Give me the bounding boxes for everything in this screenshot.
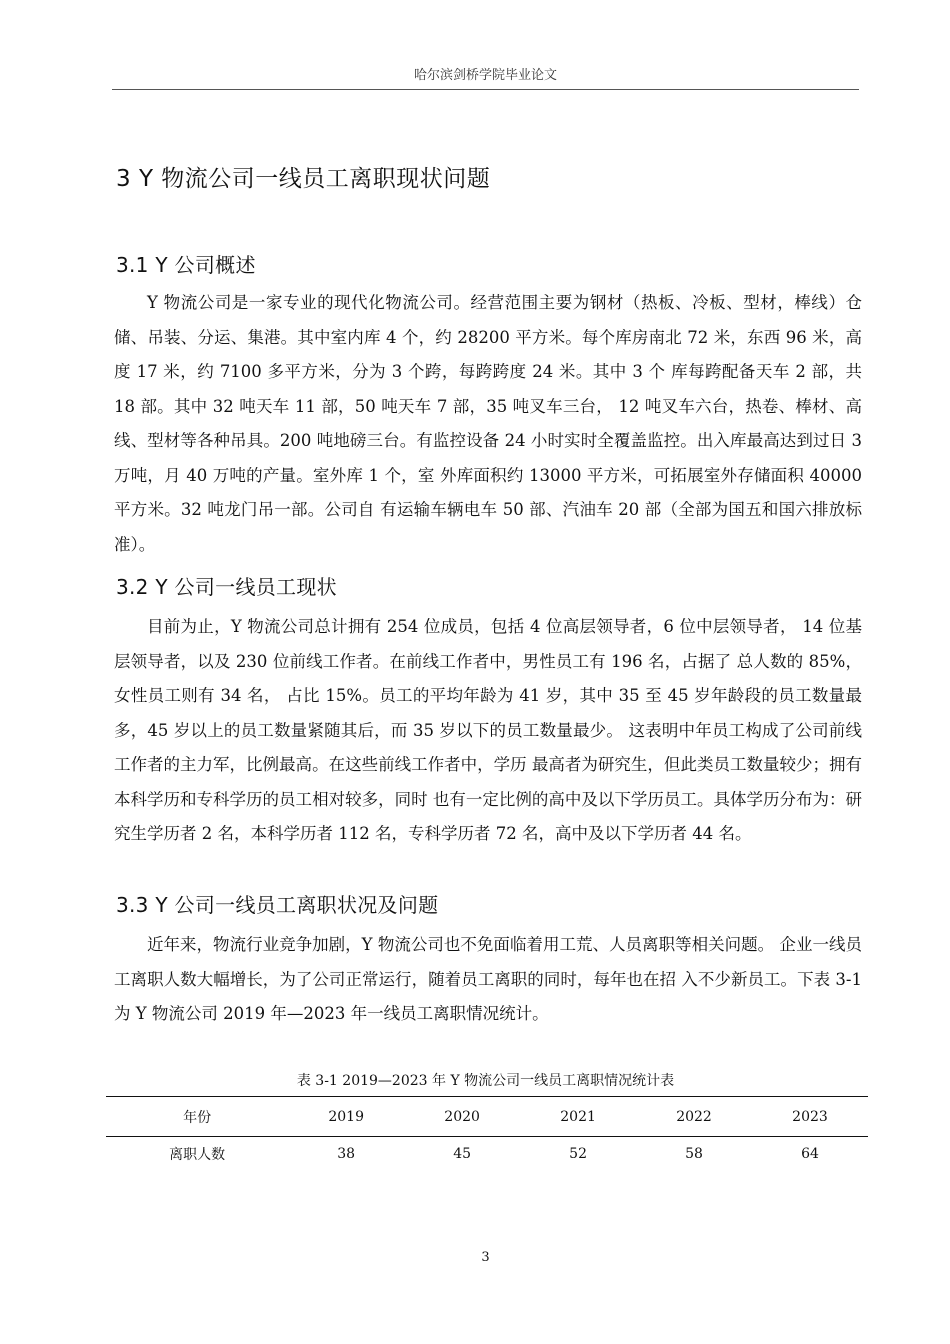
table-cell: 38: [337, 1145, 356, 1162]
page-number: 3: [481, 1250, 490, 1265]
table-header-cell: 2019: [288, 1097, 404, 1137]
chapter-title: 3 Y 物流公司一线员工离职现状问题: [116, 166, 491, 192]
table-header-cell: 2020: [404, 1097, 520, 1137]
section-paragraph-3-1: Y 物流公司是一家专业的现代化物流公司。经营范围主要为钢材（热板、冷板、型材，棒线）仓储、吊装、分运、集港。其中室内库 4 个，约 28200 平方米。每个库房南北 72 米，东西 96 米，高度 17 米，约 7100 多平方米，分为 3 个跨，每跨跨度 24 米。其中 3 个 库每跨配备天车 2 部，共 18 部。其中 32 吨天车 11 部，50 吨天车 7 部，35 吨叉车三台， 12 吨叉车六台，热卷、棒材、高线、型材等各种吊具。200 吨地磅三台。有监控设备 24 小时实时全覆盖监控。出入库最高达到过日 3 万吨，月 40 万吨的产量。室外库 1 个，室 外库面积约 13000 平方米，可拓展室外存储面积 40000 平方米。32 吨龙门吊一部。公司自 有运输车辆电车 50 部、汽油车 20 部（全部为国五和国六排放标准）。: [114, 293, 862, 554]
section-paragraph-3-2: 目前为止，Y 物流公司总计拥有 254 位成员，包括 4 位高层领导者，6 位中层领导者， 14 位基层领导者，以及 230 位前线工作者。在前线工作者中，男性员工有 196 名，占据了 总人数的 85%，女性员工则有 34 名， 占比 15%。员工的平均年龄为 41 岁，其中 35 至 45 岁年龄段的员工数量最多，45 岁以上的员工数量紧随其后，而 35 岁以下的员工数量最少。 这表明中年员工构成了公司前线工作者的主力军，比例最高。在这些前线工作者中，学历 最高者为研究生，但此类员工数量较少；拥有本科学历和专科学历的员工相对较多，同时 也有一定比例的高中及以下学历员工。具体学历分布为：研究生学历者 2 名，本科学历者 112 名，专科学历者 72 名，高中及以下学历者 44 名。: [114, 617, 862, 843]
section-paragraph-3-3: 近年来，物流行业竞争加剧，Y 物流公司也不免面临着用工荒、人员离职等相关问题。 企业一线员工离职人数大幅增长，为了公司正常运行，随着员工离职的同时，每年也在招 入不少新员工。下表 3-1 为 Y 物流公司 2019 年—2023 年一线员工离职情况统计。: [114, 935, 862, 1023]
table-row: [106, 1137, 868, 1171]
table-cell: 58: [685, 1145, 703, 1162]
table-header-cell: 2021: [520, 1097, 636, 1137]
table-cell: 52: [569, 1145, 587, 1162]
turnover-table: [106, 1096, 868, 1171]
table-caption: 表 3-1 2019—2023 年 Y 物流公司一线员工离职情况统计表: [296, 1073, 675, 1089]
section-heading-3-2: 3.2 Y 公司一线员工现状: [116, 575, 337, 599]
table-header-cell: 2022: [636, 1097, 752, 1137]
header-rule: [112, 89, 859, 90]
table-cell: 64: [801, 1145, 819, 1162]
table-header-cell: 年份: [106, 1097, 288, 1137]
table-cell: 45: [453, 1145, 472, 1162]
running-header: 哈尔滨剑桥学院毕业论文: [413, 68, 557, 83]
section-heading-3-3: 3.3 Y 公司一线员工离职状况及问题: [116, 893, 439, 917]
table-cell: 离职人数: [169, 1146, 226, 1163]
table-header-row: [106, 1097, 868, 1137]
table-header-cell: 2023: [752, 1097, 868, 1137]
section-heading-3-1: 3.1 Y 公司概述: [116, 253, 256, 277]
